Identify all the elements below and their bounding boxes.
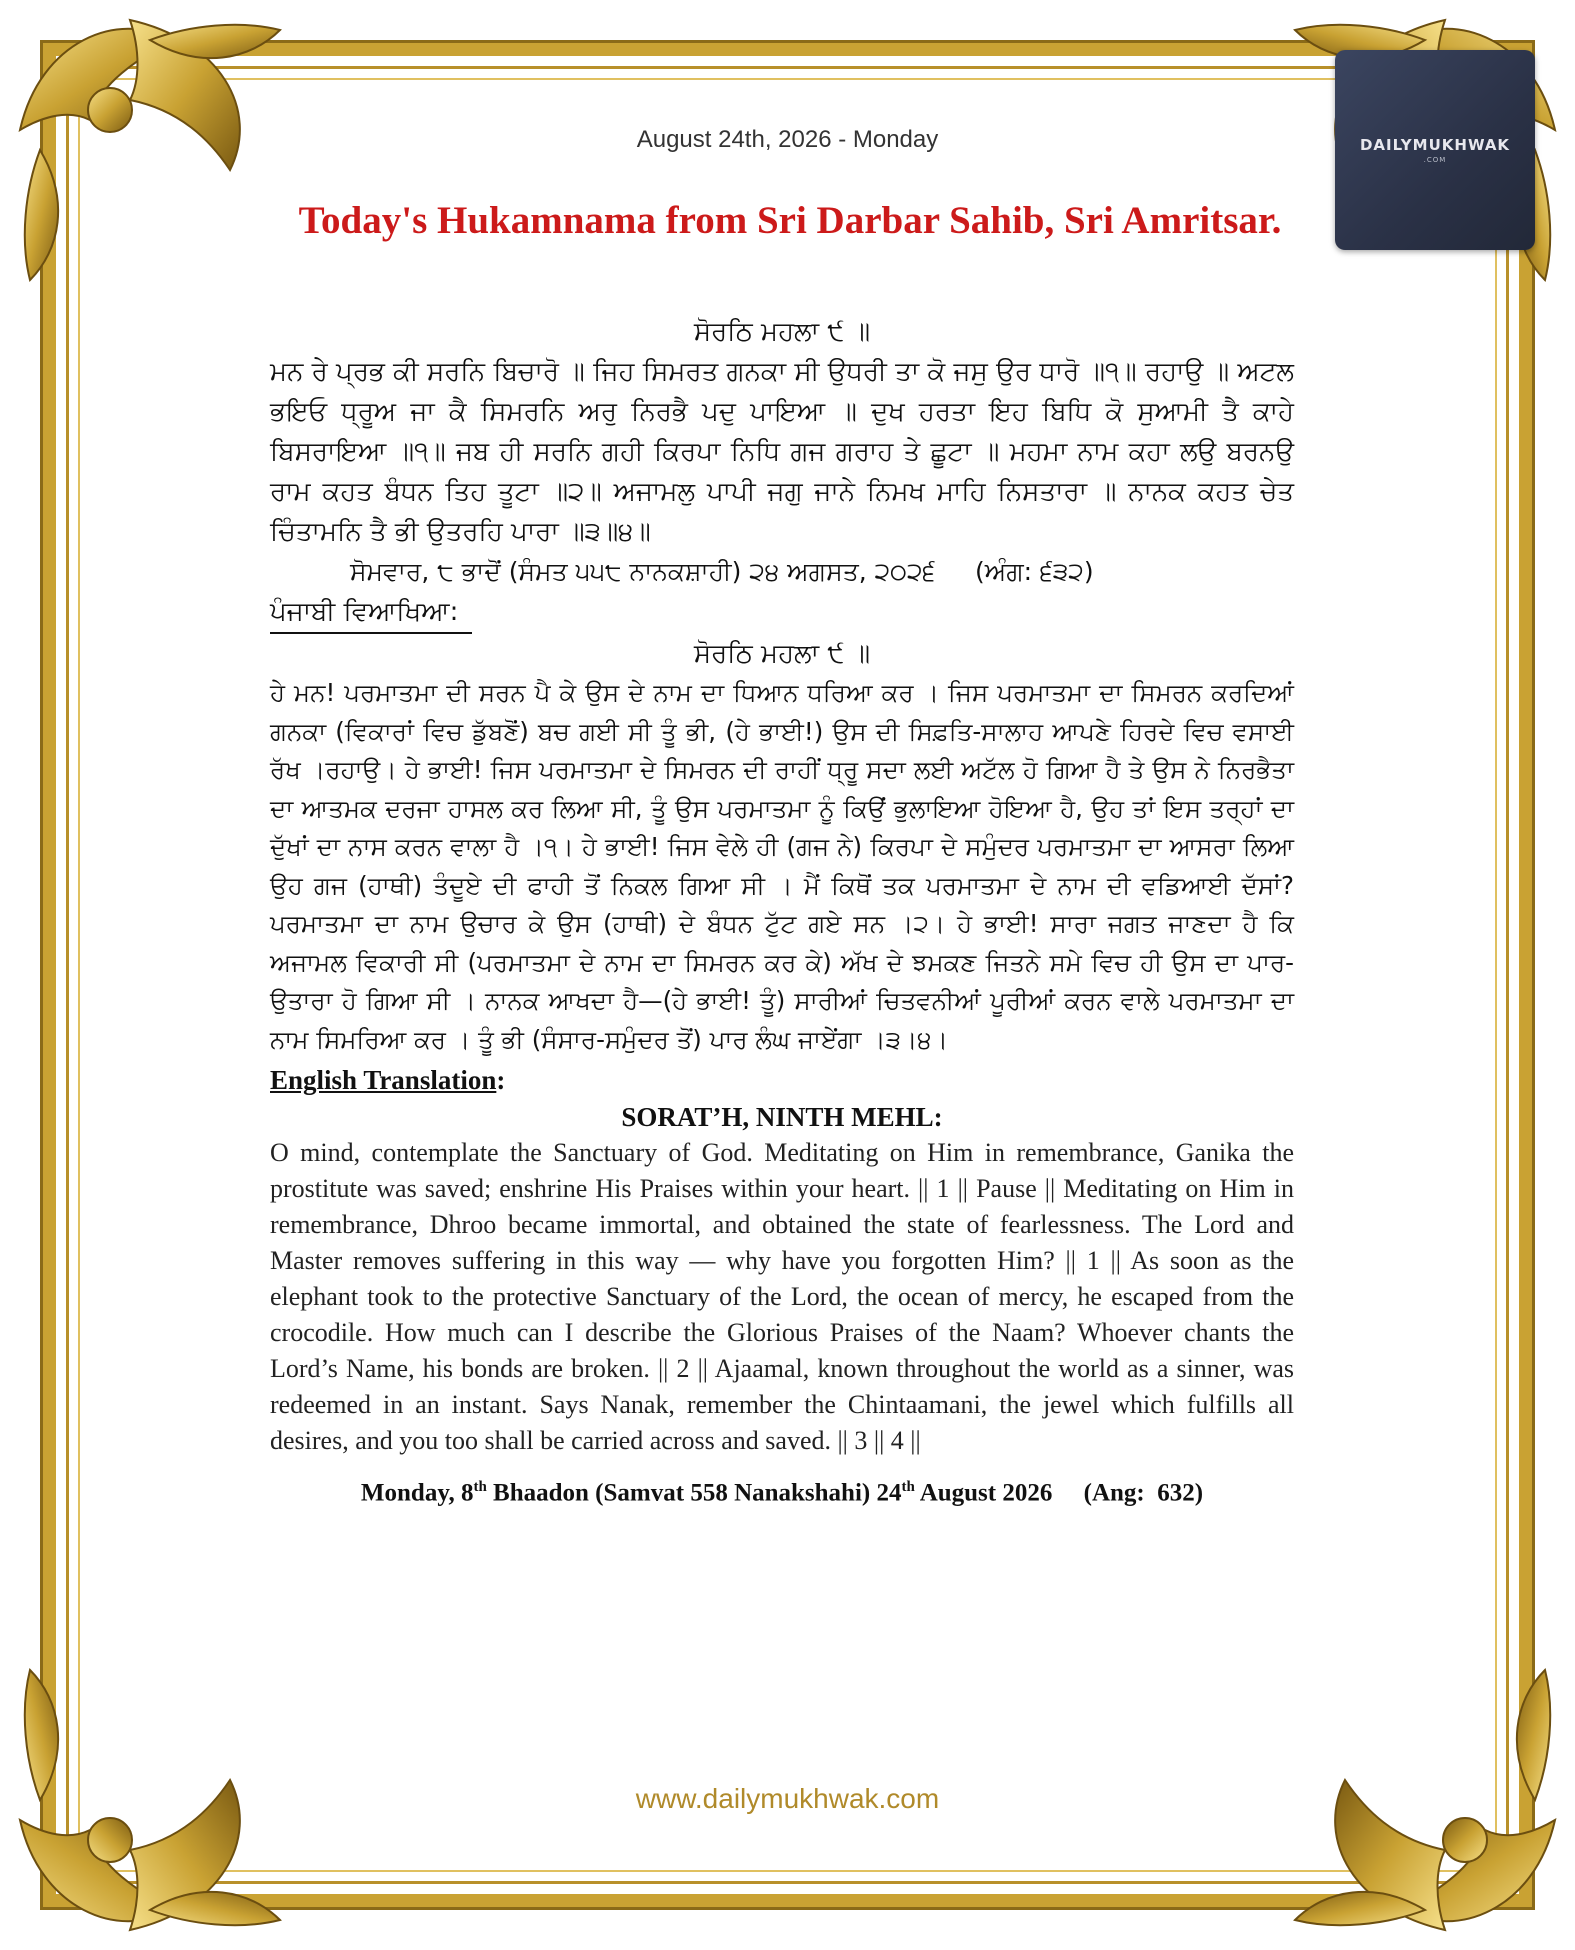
date-sup-2: th [901, 1479, 915, 1495]
english-translation-label-text: English Translation [270, 1065, 497, 1095]
punjabi-explanation-text: ਹੇ ਮਨ! ਪਰਮਾਤਮਾ ਦੀ ਸਰਨ ਪੈ ਕੇ ਉਸ ਦੇ ਨਾਮ ਦਾ ਧਿਆਨ ਧਰਿਆ ਕਰ । ਜਿਸ ਪਰਮਾਤਮਾ ਦਾ ਸਿਮਰਨ ਕਰਦਿਆਂ ਗਨਕਾ (ਵਿਕਾਰਾਂ ਵਿਚ ਡੁੱਬਣੋਂ) ਬਚ ਗਈ ਸੀ ਤੂੰ ਭੀ, (ਹੇ ਭਾਈ!) ਉਸ ਦੀ ਸਿਫ਼ਤਿ-ਸਾਲਾਹ ਆਪਣੇ ਹਿਰਦੇ ਵਿਚ ਵਸਾਈ ਰੱਖ ।ਰਹਾਉ। ਹੇ ਭਾਈ! ਜਿਸ ਪਰਮਾਤਮਾ ਦੇ ਸਿਮਰਨ ਦੀ ਰਾਹੀਂ ਧ੍ਰੂ ਸਦਾ ਲਈ ਅਟੱਲ ਹੋ ਗਿਆ ਹੈ ਤੇ ਉਸ ਨੇ ਨਿਰਭੈਤਾ ਦਾ ਆਤਮਕ ਦਰਜਾ ਹਾਸਲ ਕਰ ਲਿਆ ਸੀ, ਤੂੰ ਉਸ ਪਰਮਾਤਮਾ ਨੂੰ ਕਿਉਂ ਭੁਲਾਇਆ ਹੋਇਆ ਹੈ, ਉਹ ਤਾਂ ਇਸ ਤਰ੍ਹਾਂ ਦਾ ਦੁੱਖਾਂ ਦਾ ਨਾਸ ਕਰਨ ਵਾਲਾ ਹੈ ।੧। ਹੇ ਭਾਈ! ਜਿਸ ਵੇਲੇ ਹੀ (ਗਜ ਨੇ) ਕਿਰਪਾ ਦੇ ਸਮੁੰਦਰ ਪਰਮਾਤਮਾ ਦਾ ਆਸਰਾ ਲਿਆ ਉਹ ਗਜ (ਹਾਥੀ) ਤੰਦੂਏ ਦੀ ਫਾਹੀ ਤੋਂ ਨਿਕਲ ਗਿਆ ਸੀ । ਮੈਂ ਕਿਥੋਂ ਤਕ ਪਰਮਾਤਮਾ ਦੇ ਨਾਮ ਦੀ ਵਡਿਆਈ ਦੱਸਾਂ? ਪਰਮਾਤਮਾ ਦਾ ਨਾਮ ਉਚਾਰ ਕੇ ਉਸ (ਹਾਥੀ) ਦੇ ਬੰਧਨ ਟੁੱਟ ਗਏ ਸਨ ।੨। ਹੇ ਭਾਈ! ਸਾਰਾ ਜਗਤ ਜਾਣਦਾ ਹੈ ਕਿ ਅਜਾਮਲ ਵਿਕਾਰੀ ਸੀ (ਪਰਮਾਤਮਾ ਦੇ ਨਾਮ ਦਾ ਸਿਮਰਨ ਕਰ ਕੇ) ਅੱਖ ਦੇ ਝਮਕਣ ਜਿਤਨੇ ਸਮੇ ਵਿਚ ਹੀ ਉਸ ਦਾ ਪਾਰ-ਉਤਾਰਾ ਹੋ ਗਿਆ ਸੀ । ਨਾਨਕ ਆਖਦਾ ਹੈ—(ਹੇ ਭਾਈ! ਤੂੰ) ਸਾਰੀਆਂ ਚਿਤਵਨੀਆਂ ਪੂਰੀਆਂ ਕਰਨ ਵਾਲੇ ਪਰਮਾਤਮਾ ਦਾ ਨਾਮ ਸਿਮਰਿਆ ਕਰ । ਤੂੰ ਭੀ (ਸੰਸਾਰ-ਸਮੁੰਦਰ ਤੋਂ) ਪਾਰ ਲੰਘ ਜਾਏਂਗਾ ।੩।੪। [270, 678, 1294, 1054]
gurbani-heading: ਸੋਰਠਿ ਮਹਲਾ ੯ ॥ [693, 317, 871, 347]
gurbani-date-line: ਸੋਮਵਾਰ, ੮ ਭਾਦੋਂ (ਸੰਮਤ ੫੫੮ ਨਾਨਕਸ਼ਾਹੀ) ੨੪ ਅਗਸਤ, ੨੦੨੬ (ਅੰਗ: ੬੩੨) [350, 557, 1094, 586]
logo-text: DAILYMUKHWAK [1359, 136, 1511, 154]
date-part-c: August 2026 (Ang: 632) [914, 1479, 1204, 1507]
footer-url[interactable]: www.dailymukhwak.com [635, 1783, 940, 1814]
page-title: Today's Hukamnama from Sri Darbar Sahib, Sri Amritsar. [298, 199, 1282, 242]
english-translation-text: O mind, contemplate the Sanctuary of God. Meditating on Him in remembrance, Ganika the prostitute was saved; enshrine His Praises within your heart. || 1 || Pause || Meditating on Him in remembrance, Dhroo became immortal, and obtained the state of fearlessness. The Lord and Master removes suffering in this way — why have you forgotten Him? || 1 || As soon as the elephant took to the protective Sanctuary of the Lord, the ocean of mercy, he escaped from the crocodile. How much can I describe the Glorious Praises of the Naam? Whoever chants the Lord’s Name, his bonds are broken. || 2 || Ajaamal, known throughout the world as a sinner, was redeemed in an instant. Says Nanak, remember the Chintaamani, the jewel which fulfills all desires, and you too shall be carried across and saved. || 3 || 4 || [270, 1138, 1294, 1455]
english-heading: SORAT’H, NINTH MEHL: [621, 1102, 943, 1132]
hukamnama-content [270, 312, 1294, 1513]
date-sup-1: th [473, 1479, 487, 1495]
logo-subtext: .COM [1423, 156, 1447, 164]
english-translation-label-colon: : [496, 1065, 506, 1095]
date-part-b: Bhaadon (Samvat 558 Nanakshahi) 24 [486, 1479, 902, 1507]
gurbani-text: ਮਨ ਰੇ ਪ੍ਰਭ ਕੀ ਸਰਨਿ ਬਿਚਾਰੋ ॥ ਜਿਹ ਸਿਮਰਤ ਗਨਕਾ ਸੀ ਉਧਰੀ ਤਾ ਕੋ ਜਸੁ ਉਰ ਧਾਰੋ ॥੧॥ ਰਹਾਉ ॥ ਅਟਲ ਭਇਓ ਧ੍ਰੂਅ ਜਾ ਕੈ ਸਿਮਰਨਿ ਅਰੁ ਨਿਰਭੈ ਪਦੁ ਪਾਇਆ ॥ ਦੁਖ ਹਰਤਾ ਇਹ ਬਿਧਿ ਕੋ ਸੁਆਮੀ ਤੈ ਕਾਹੇ ਬਿਸਰਾਇਆ ॥੧॥ ਜਬ ਹੀ ਸਰਨਿ ਗਹੀ ਕਿਰਪਾ ਨਿਧਿ ਗਜ ਗਰਾਹ ਤੇ ਛੂਟਾ ॥ ਮਹਮਾ ਨਾਮ ਕਹਾ ਲਉ ਬਰਨਉ ਰਾਮ ਕਹਤ ਬੰਧਨ ਤਿਹ ਤੂਟਾ ॥੨॥ ਅਜਾਮਲੁ ਪਾਪੀ ਜਗੁ ਜਾਨੇ ਨਿਮਖ ਮਾਹਿ ਨਿਸਤਾਰਾ ॥ ਨਾਨਕ ਕਹਤ ਚੇਤ ਚਿੰਤਾਮਨਿ ਤੈ ਭੀ ਉਤਰਹਿ ਪਾਰਾ ॥੩॥੪॥ [270, 357, 1294, 547]
punjabi-heading: ਸੋਰਠਿ ਮਹਲਾ ੯ ॥ [693, 639, 871, 669]
english-date-line [270, 1467, 1294, 1513]
header-date: August 24th, 2026 - Monday [636, 126, 939, 153]
date-part-a: Monday, 8 [360, 1479, 474, 1507]
english-translation-label [270, 1061, 1294, 1099]
punjabi-explanation-label: ਪੰਜਾਬੀ ਵਿਆਖਿਆ: [270, 592, 472, 634]
